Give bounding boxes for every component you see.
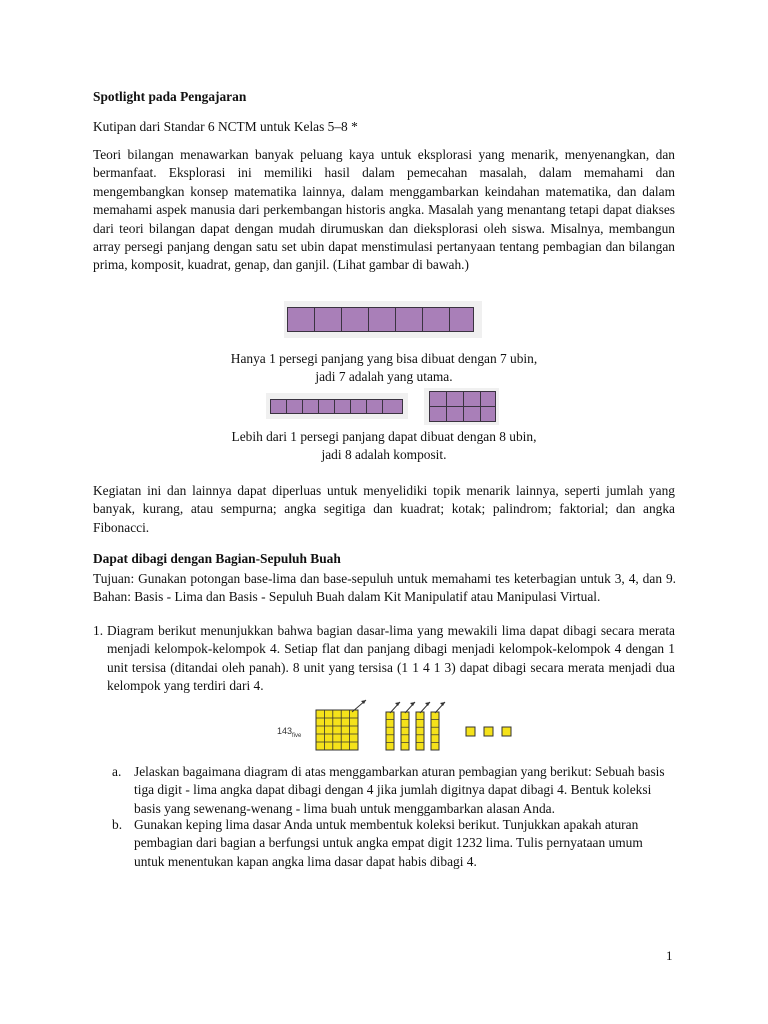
list-item-text: Diagram berikut menunjukkan bahwa bagian dasar-lima yang mewakili lima dapat dibagi secara merata menjadi kelompok-kelompok 4. Setiap flat dan panjang dibagi menjadi kelompok-kelompok 4 dengan 1 unit tersisa (ditandai oleh panah). 8 unit yang tersisa (1 1 4 1 3) dapat dibagi secara merata menjadi dua kelompok yang terdiri dari 4. [107,623,675,694]
seven-tile-figure [284,301,482,338]
tile [368,307,396,332]
long-block [431,702,445,750]
intro-paragraph: Teori bilangan menawarkan banyak peluang kaya untuk eksplorasi yang menarik, menyenangkan, dan bermanfaat. Eksplorasi ini memiliki hasil dalam pemecahan masalah, dalam memahami dan mengembangkan konsep matematika lainnya, dalam menggambarkan keindahan matematika, dan dalam memahami aspek manusia dari perkembangan historis angka. Masalah yang menantang tetapi dapat diakses dari teori bilangan dapat dengan mudah dirumuskan dan dieksplorasi oleh siswa. Misalnya, membangun array persegi panjang dengan satu set ubin dapat menstimulasi pertanyaan tentang pembagian dan bilangan prima, komposit, kuadrat, genap, dan ganjil. (Lihat gambar di bawah.) [93,147,675,273]
flat-block [316,700,366,750]
long-block [416,702,430,750]
tile [314,307,342,332]
tile [429,391,447,407]
sub-item-text: Jelaskan bagaimana diagram di atas menggambarkan aturan pembagian yang berikut: Sebuah basis tiga digit - lima angka dapat dibagi dengan 4 jika jumlah digitnya dapat dibagi 4. Bentuk koleksi basis yang sewenang-wenang - lima buah untuk menggambarkan alasan Anda. [134,764,665,816]
unit-block [502,727,511,736]
long-block [386,702,400,750]
figure-caption-1: Hanya 1 persegi panjang yang bisa dibuat dengan 7 ubin, jadi 7 adalah yang utama. [230,351,538,385]
tile [446,406,464,422]
tile [446,391,464,407]
base-five-number-label [277,726,301,742]
tile [429,406,447,422]
tile [287,307,315,332]
figure-caption-2: Lebih dari 1 persegi panjang dapat dibuat dengan 8 ubin, jadi 8 adalah komposit. [231,429,537,463]
tile [422,307,450,332]
base-five-blocks-diagram [310,698,520,758]
number-label-subscript: five [292,732,302,739]
tile [286,399,303,414]
list-number: 1. [93,623,104,638]
sub-item-label: b. [112,817,123,832]
tile [382,399,403,414]
tile [463,406,481,422]
tile [463,391,481,407]
tile [350,399,367,414]
page-title: Spotlight pada Pengajaran [93,89,247,104]
page-number: 1 [666,948,673,963]
tile [318,399,335,414]
tile [480,406,496,422]
unit-block [466,727,475,736]
tile [480,391,496,407]
goal-paragraph: Tujuan: Gunakan potongan base-lima dan base-sepuluh untuk memahami tes keterbagian untuk 3, 4, dan 9. Bahan: Basis - Lima dan Basis - Sepuluh Buah dalam Kit Manipulatif atau Manipulasi Virtual. [93,571,676,605]
tile [449,307,474,332]
section-heading: Dapat dibagi dengan Bagian-Sepuluh Buah [93,551,341,566]
eight-tile-grid-figure [424,388,499,425]
tile [270,399,287,414]
unit-block [484,727,493,736]
tile [302,399,319,414]
number-label-main: 143 [277,726,293,736]
tile [366,399,383,414]
tile [395,307,423,332]
eight-tile-row-figure [266,393,408,419]
extension-paragraph: Kegiatan ini dan lainnya dapat diperluas untuk menyelidiki topik menarik lainnya, seperti jumlah yang banyak, kurang, atau sempurna; angka segitiga dan kuadrat; kotak; palindrom; faktorial; dan angka Fibonacci. [93,483,675,535]
subtitle: Kutipan dari Standar 6 NCTM untuk Kelas 5–8 * [93,119,358,134]
tile [334,399,351,414]
sub-item-label: a. [112,764,122,779]
long-block [401,702,415,750]
tile [341,307,369,332]
sub-item-text: Gunakan keping lima dasar Anda untuk membentuk koleksi berikut. Tunjukkan apakah aturan pembagian dari bagian a berfungsi untuk angka empat digit 1232 lima. Tulis pernyataan umum untuk menentukan kapan angka lima dasar dapat habis dibagi 4. [134,817,643,869]
